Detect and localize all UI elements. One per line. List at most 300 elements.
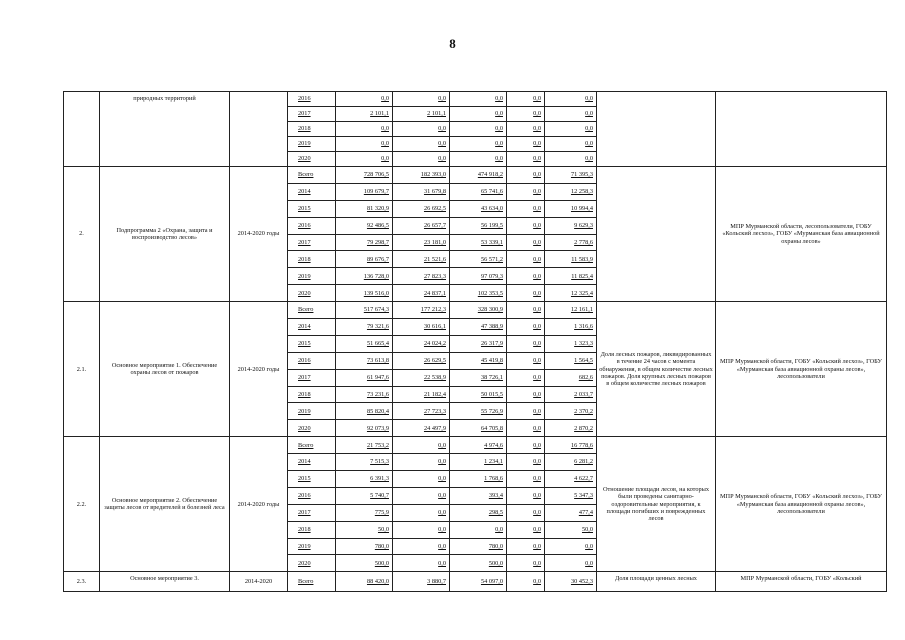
federal-budget-cell-value: 26 692,5	[423, 205, 446, 213]
year-cell-value: 2020	[298, 559, 311, 567]
federal-budget-cell	[393, 137, 450, 152]
total-cell-value: 21 753,2	[366, 441, 389, 449]
extra-budget-cell	[545, 437, 597, 454]
item-responsible: МПР Мурманской области, лесопользователи, ГОБУ «Кольский лесхоз», ГОБУ «Мурманская база авиационной охраны лесов»	[716, 167, 887, 302]
federal-budget-cell	[393, 437, 450, 454]
year-cell	[288, 504, 336, 521]
federal-budget-cell-value: 21 521,6	[423, 255, 446, 263]
year-cell-value: 2016	[298, 357, 311, 365]
year-cell	[288, 92, 336, 107]
regional-budget-cell-value: 1 768,6	[484, 475, 503, 483]
extra-budget-cell-value: 0,0	[585, 140, 593, 148]
regional-budget-cell	[450, 437, 507, 454]
municipal-budget-cell	[507, 352, 545, 369]
year-cell	[288, 352, 336, 369]
extra-budget-cell	[545, 403, 597, 420]
total-cell	[336, 420, 393, 437]
municipal-budget-cell	[507, 285, 545, 302]
year-cell	[288, 386, 336, 403]
total-cell-value: 7 515,3	[370, 458, 389, 466]
federal-budget-cell-value: 0,0	[438, 458, 446, 466]
year-cell	[288, 471, 336, 488]
extra-budget-cell	[545, 572, 597, 592]
federal-budget-cell	[393, 92, 450, 107]
federal-budget-cell	[393, 200, 450, 217]
total-cell-value: 73 231,6	[366, 390, 389, 398]
municipal-budget-cell-value: 0,0	[533, 272, 541, 280]
total-cell	[336, 471, 393, 488]
item-period: 2014-2020 годы	[230, 167, 288, 302]
total-cell-value: 136 728,0	[363, 272, 389, 280]
regional-budget-cell-value: 38 726,1	[480, 374, 503, 382]
regional-budget-cell	[450, 302, 507, 319]
total-cell-value: 50,0	[377, 526, 389, 534]
municipal-budget-cell-value: 0,0	[533, 475, 541, 483]
federal-budget-cell-value: 30 616,1	[423, 323, 446, 331]
regional-budget-cell-value: 54 097,0	[480, 578, 503, 586]
regional-budget-cell	[450, 251, 507, 268]
total-cell-value: 0,0	[381, 125, 389, 133]
extra-budget-cell-value: 0,0	[585, 125, 593, 133]
total-cell-value: 61 947,6	[366, 374, 389, 382]
total-cell	[336, 386, 393, 403]
regional-budget-cell	[450, 335, 507, 352]
regional-budget-cell-value: 26 317,9	[480, 340, 503, 348]
year-cell	[288, 369, 336, 386]
total-cell	[336, 335, 393, 352]
total-cell	[336, 302, 393, 319]
year-cell	[288, 319, 336, 336]
federal-budget-cell	[393, 122, 450, 137]
extra-budget-cell-value: 477,4	[578, 509, 593, 517]
regional-budget-cell-value: 56 571,2	[480, 255, 503, 263]
total-cell	[336, 555, 393, 572]
year-cell	[288, 152, 336, 167]
municipal-budget-cell-value: 0,0	[533, 238, 541, 246]
municipal-budget-cell	[507, 335, 545, 352]
total-cell-value: 0,0	[381, 95, 389, 103]
regional-budget-cell	[450, 538, 507, 555]
federal-budget-cell	[393, 268, 450, 285]
municipal-budget-cell-value: 0,0	[533, 188, 541, 196]
total-cell-value: 73 613,8	[366, 357, 389, 365]
municipal-budget-cell	[507, 538, 545, 555]
municipal-budget-cell-value: 0,0	[533, 140, 541, 148]
extra-budget-cell-value: 0,0	[585, 155, 593, 163]
federal-budget-cell	[393, 369, 450, 386]
regional-budget-cell-value: 1 234,1	[484, 458, 503, 466]
regional-budget-cell-value: 474 918,2	[477, 171, 503, 179]
federal-budget-cell-value: 21 182,4	[423, 390, 446, 398]
federal-budget-cell	[393, 217, 450, 234]
extra-budget-cell-value: 12 161,1	[570, 306, 593, 314]
year-cell	[288, 234, 336, 251]
municipal-budget-cell	[507, 268, 545, 285]
item-responsible	[716, 92, 887, 167]
municipal-budget-cell	[507, 302, 545, 319]
year-cell	[288, 285, 336, 302]
extra-budget-cell-value: 12 258,3	[570, 188, 593, 196]
total-cell	[336, 234, 393, 251]
year-cell-value: Всего	[298, 441, 314, 449]
year-cell	[288, 251, 336, 268]
item-responsible: МПР Мурманской области, ГОБУ «Кольский лесхоз», ГОБУ «Мурманская база авиационной охраны лесов», лесопользователи	[716, 302, 887, 437]
total-cell-value: 780,0	[374, 542, 389, 550]
regional-budget-cell	[450, 471, 507, 488]
municipal-budget-cell-value: 0,0	[533, 155, 541, 163]
municipal-budget-cell	[507, 555, 545, 572]
year-cell-value: 2019	[298, 407, 311, 415]
municipal-budget-cell-value: 0,0	[533, 390, 541, 398]
federal-budget-cell-value: 0,0	[438, 509, 446, 517]
federal-budget-cell-value: 182 393,0	[420, 171, 446, 179]
extra-budget-cell	[545, 92, 597, 107]
year-cell-value: Всего	[298, 171, 314, 179]
year-cell-value: 2014	[298, 458, 311, 466]
year-cell	[288, 335, 336, 352]
extra-budget-cell	[545, 319, 597, 336]
municipal-budget-cell-value: 0,0	[533, 340, 541, 348]
total-cell-value: 85 820,4	[366, 407, 389, 415]
item-period: 2014-2020 годы	[230, 302, 288, 437]
item-indicator: Доля лесных пожаров, ликвидированных в течение 24 часов с момента обнаружения, в общем количестве лесных пожаров. Доля крупных лесных пожаров в общем количестве лесных пожаров	[597, 302, 716, 437]
year-cell	[288, 487, 336, 504]
regional-budget-cell-value: 0,0	[495, 125, 503, 133]
year-cell-value: 2017	[298, 374, 311, 382]
total-cell-value: 728 706,5	[363, 171, 389, 179]
year-cell	[288, 420, 336, 437]
extra-budget-cell	[545, 251, 597, 268]
item-period: 2014-2020 годы	[230, 437, 288, 572]
municipal-budget-cell	[507, 167, 545, 184]
municipal-budget-cell	[507, 107, 545, 122]
extra-budget-cell-value: 1 316,6	[574, 323, 593, 331]
federal-budget-cell-value: 26 629,5	[423, 357, 446, 365]
extra-budget-cell-value: 2 778,6	[574, 238, 593, 246]
federal-budget-cell-value: 0,0	[438, 95, 446, 103]
federal-budget-cell-value: 23 181,0	[423, 238, 446, 246]
municipal-budget-cell	[507, 572, 545, 592]
federal-budget-cell	[393, 471, 450, 488]
extra-budget-cell	[545, 369, 597, 386]
regional-budget-cell	[450, 369, 507, 386]
year-cell	[288, 200, 336, 217]
year-cell-value: 2019	[298, 542, 311, 550]
year-cell-value: 2015	[298, 205, 311, 213]
municipal-budget-cell	[507, 369, 545, 386]
federal-budget-cell-value: 0,0	[438, 492, 446, 500]
federal-budget-cell	[393, 487, 450, 504]
extra-budget-cell-value: 0,0	[585, 95, 593, 103]
total-cell	[336, 403, 393, 420]
total-cell-value: 81 320,9	[366, 205, 389, 213]
federal-budget-cell-value: 0,0	[438, 155, 446, 163]
total-cell-value: 0,0	[381, 140, 389, 148]
regional-budget-cell	[450, 319, 507, 336]
federal-budget-cell-value: 3 880,7	[427, 578, 446, 586]
extra-budget-cell	[545, 200, 597, 217]
federal-budget-cell	[393, 504, 450, 521]
regional-budget-cell-value: 0,0	[495, 95, 503, 103]
municipal-budget-cell-value: 0,0	[533, 205, 541, 213]
municipal-budget-cell	[507, 217, 545, 234]
regional-budget-cell-value: 47 388,9	[480, 323, 503, 331]
extra-budget-cell-value: 16 778,6	[570, 441, 593, 449]
total-cell	[336, 183, 393, 200]
extra-budget-cell-value: 11 583,9	[571, 255, 593, 263]
federal-budget-cell-value: 0,0	[438, 526, 446, 534]
municipal-budget-cell-value: 0,0	[533, 255, 541, 263]
year-cell	[288, 302, 336, 319]
extra-budget-cell-value: 682,6	[578, 374, 593, 382]
regional-budget-cell-value: 780,0	[488, 542, 503, 550]
year-cell-value: 2015	[298, 475, 311, 483]
regional-budget-cell	[450, 555, 507, 572]
municipal-budget-cell-value: 0,0	[533, 171, 541, 179]
regional-budget-cell-value: 102 353,5	[477, 289, 503, 297]
municipal-budget-cell-value: 0,0	[533, 492, 541, 500]
regional-budget-cell	[450, 137, 507, 152]
total-cell	[336, 268, 393, 285]
extra-budget-cell-value: 0,0	[585, 110, 593, 118]
municipal-budget-cell	[507, 420, 545, 437]
extra-budget-cell	[545, 386, 597, 403]
municipal-budget-cell-value: 0,0	[533, 289, 541, 297]
federal-budget-cell	[393, 107, 450, 122]
regional-budget-cell	[450, 521, 507, 538]
extra-budget-cell	[545, 487, 597, 504]
federal-budget-cell	[393, 386, 450, 403]
extra-budget-cell	[545, 538, 597, 555]
federal-budget-cell-value: 0,0	[438, 140, 446, 148]
total-cell-value: 775,9	[374, 509, 389, 517]
extra-budget-cell	[545, 285, 597, 302]
total-cell-value: 92 073,9	[366, 424, 389, 432]
item-indicator	[597, 92, 716, 167]
extra-budget-cell	[545, 302, 597, 319]
total-cell	[336, 137, 393, 152]
municipal-budget-cell	[507, 183, 545, 200]
total-cell-value: 89 676,7	[366, 255, 389, 263]
item-indicator: Доля площади ценных лесных	[597, 572, 716, 592]
federal-budget-cell-value: 31 679,8	[423, 188, 446, 196]
municipal-budget-cell-value: 0,0	[533, 578, 541, 586]
year-cell-value: 2019	[298, 140, 311, 148]
municipal-budget-cell	[507, 504, 545, 521]
regional-budget-cell-value: 500,0	[488, 559, 503, 567]
extra-budget-cell-value: 50,0	[581, 526, 593, 534]
federal-budget-cell-value: 26 657,7	[423, 222, 446, 229]
federal-budget-cell	[393, 403, 450, 420]
federal-budget-cell	[393, 352, 450, 369]
regional-budget-cell	[450, 200, 507, 217]
regional-budget-cell-value: 328 300,9	[477, 306, 503, 314]
item-number: 2.2.	[64, 437, 100, 572]
year-cell-value: 2018	[298, 125, 311, 133]
total-cell	[336, 92, 393, 107]
extra-budget-cell-value: 2 033,7	[574, 390, 593, 398]
extra-budget-cell	[545, 167, 597, 184]
federal-budget-cell-value: 27 723,3	[423, 407, 446, 415]
year-cell	[288, 107, 336, 122]
year-cell	[288, 521, 336, 538]
regional-budget-cell-value: 56 199,5	[480, 222, 503, 229]
total-cell-value: 5 740,7	[370, 492, 389, 500]
regional-budget-cell-value: 0,0	[495, 155, 503, 163]
year-cell-value: 2014	[298, 188, 311, 196]
extra-budget-cell	[545, 454, 597, 471]
extra-budget-cell	[545, 420, 597, 437]
extra-budget-cell-value: 30 452,3	[570, 578, 593, 586]
extra-budget-cell-value: 1 564,5	[574, 357, 593, 365]
year-cell-value: 2020	[298, 424, 311, 432]
municipal-budget-cell	[507, 92, 545, 107]
federal-budget-cell	[393, 302, 450, 319]
year-cell-value: 2016	[298, 222, 311, 229]
table-row	[64, 92, 887, 107]
regional-budget-cell-value: 65 741,6	[480, 188, 503, 196]
federal-budget-cell-value: 0,0	[438, 441, 446, 449]
municipal-budget-cell	[507, 521, 545, 538]
municipal-budget-cell	[507, 234, 545, 251]
year-cell-value: 2016	[298, 492, 311, 500]
regional-budget-cell-value: 64 705,8	[480, 424, 503, 432]
extra-budget-cell-value: 6 281,2	[574, 458, 593, 466]
municipal-budget-cell-value: 0,0	[533, 125, 541, 133]
item-responsible: МПР Мурманской области, ГОБУ «Кольский лесхоз», ГОБУ «Мурманская база авиационной охраны лесов», лесопользователи	[716, 437, 887, 572]
regional-budget-cell-value: 45 419,8	[480, 357, 503, 365]
municipal-budget-cell-value: 0,0	[533, 526, 541, 534]
item-period: 2014-2020	[230, 572, 288, 592]
municipal-budget-cell	[507, 200, 545, 217]
item-indicator: Отношение площади лесов, на которых были проведены санитарно-оздоровительные мероприятия, к площади погибших и поврежденных лесов	[597, 437, 716, 572]
year-cell	[288, 437, 336, 454]
total-cell	[336, 572, 393, 592]
municipal-budget-cell	[507, 471, 545, 488]
regional-budget-cell	[450, 122, 507, 137]
year-cell	[288, 122, 336, 137]
regional-budget-cell-value: 55 726,9	[480, 407, 503, 415]
municipal-budget-cell	[507, 251, 545, 268]
year-cell	[288, 555, 336, 572]
extra-budget-cell	[545, 504, 597, 521]
municipal-budget-cell	[507, 437, 545, 454]
extra-budget-cell-value: 0,0	[585, 559, 593, 567]
regional-budget-cell-value: 4 974,6	[484, 441, 503, 449]
total-cell-value: 79 298,7	[366, 238, 389, 246]
total-cell	[336, 217, 393, 234]
extra-budget-cell	[545, 555, 597, 572]
municipal-budget-cell	[507, 487, 545, 504]
extra-budget-cell	[545, 122, 597, 137]
extra-budget-cell-value: 12 325,4	[570, 289, 593, 297]
regional-budget-cell	[450, 167, 507, 184]
extra-budget-cell-value: 2 370,2	[574, 407, 593, 415]
regional-budget-cell-value: 43 634,0	[480, 205, 503, 213]
item-number	[64, 92, 100, 167]
total-cell	[336, 538, 393, 555]
table-row	[64, 572, 887, 592]
federal-budget-cell	[393, 152, 450, 167]
total-cell	[336, 369, 393, 386]
federal-budget-cell	[393, 319, 450, 336]
federal-budget-cell-value: 2 101,1	[427, 110, 446, 118]
total-cell-value: 139 516,0	[363, 289, 389, 297]
federal-budget-cell	[393, 335, 450, 352]
total-cell-value: 51 665,4	[366, 340, 389, 348]
extra-budget-cell-value: 10 994,4	[570, 205, 593, 213]
total-cell	[336, 454, 393, 471]
total-cell	[336, 352, 393, 369]
total-cell	[336, 319, 393, 336]
extra-budget-cell-value: 4 622,7	[574, 475, 593, 483]
total-cell-value: 517 674,3	[363, 306, 389, 314]
extra-budget-cell	[545, 352, 597, 369]
municipal-budget-cell-value: 0,0	[533, 323, 541, 331]
municipal-budget-cell	[507, 319, 545, 336]
total-cell-value: 109 679,7	[363, 188, 389, 196]
federal-budget-cell	[393, 538, 450, 555]
regional-budget-cell-value: 50 015,5	[480, 390, 503, 398]
federal-budget-cell-value: 177 212,3	[420, 306, 446, 314]
total-cell-value: 6 391,3	[370, 475, 389, 483]
total-cell	[336, 521, 393, 538]
municipal-budget-cell-value: 0,0	[533, 374, 541, 382]
total-cell-value: 92 486,5	[366, 222, 389, 229]
municipal-budget-cell-value: 0,0	[533, 441, 541, 449]
total-cell-value: 0,0	[381, 155, 389, 163]
federal-budget-cell	[393, 454, 450, 471]
year-cell-value: Всего	[298, 306, 314, 314]
item-number: 2.	[64, 167, 100, 302]
regional-budget-cell	[450, 487, 507, 504]
extra-budget-cell	[545, 107, 597, 122]
total-cell	[336, 487, 393, 504]
municipal-budget-cell-value: 0,0	[533, 357, 541, 365]
municipal-budget-cell-value: 0,0	[533, 542, 541, 550]
regional-budget-cell	[450, 352, 507, 369]
municipal-budget-cell-value: 0,0	[533, 110, 541, 118]
extra-budget-cell	[545, 471, 597, 488]
total-cell	[336, 504, 393, 521]
total-cell	[336, 152, 393, 167]
federal-budget-cell-value: 0,0	[438, 542, 446, 550]
municipal-budget-cell-value: 0,0	[533, 559, 541, 567]
total-cell	[336, 200, 393, 217]
federal-budget-cell	[393, 521, 450, 538]
total-cell	[336, 437, 393, 454]
municipal-budget-cell	[507, 386, 545, 403]
municipal-budget-cell	[507, 403, 545, 420]
federal-budget-cell-value: 24 837,1	[423, 289, 446, 297]
regional-budget-cell	[450, 285, 507, 302]
federal-budget-cell	[393, 555, 450, 572]
year-cell-value: Всего	[298, 578, 314, 586]
municipal-budget-cell-value: 0,0	[533, 407, 541, 415]
total-cell-value: 2 101,1	[370, 110, 389, 118]
extra-budget-cell-value: 9 629,3	[574, 222, 593, 229]
year-cell	[288, 167, 336, 184]
item-responsible: МПР Мурманской области, ГОБУ «Кольский	[716, 572, 887, 592]
municipal-budget-cell-value: 0,0	[533, 306, 541, 314]
regional-budget-cell	[450, 183, 507, 200]
item-name: природных территорий	[100, 92, 230, 167]
year-cell	[288, 403, 336, 420]
federal-budget-cell-value: 22 538,9	[423, 374, 446, 382]
total-cell-value: 500,0	[374, 559, 389, 567]
item-name: Основное мероприятие 3.	[100, 572, 230, 592]
item-name: Подпрограмма 2 «Охрана, защита и воспроизводство лесов»	[100, 167, 230, 302]
